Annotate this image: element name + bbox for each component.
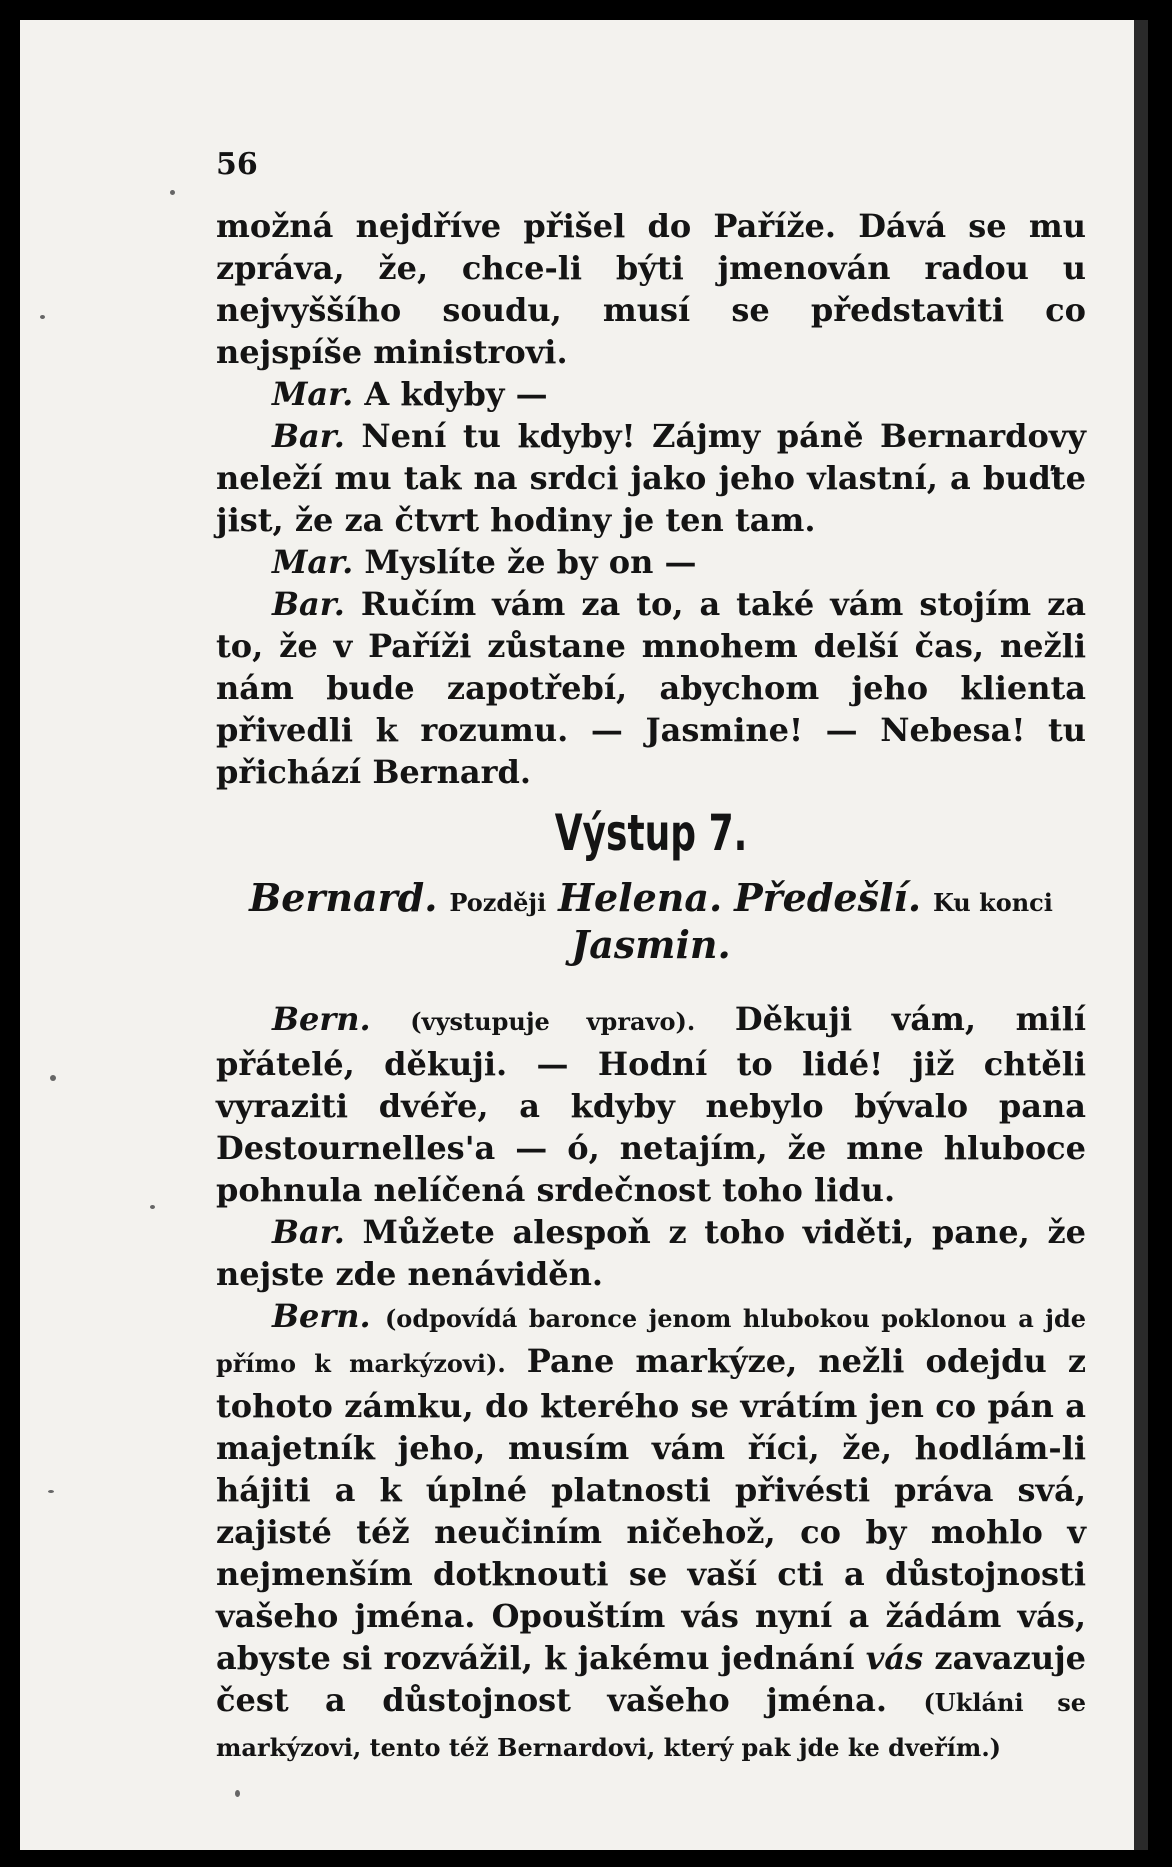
- speaker-label: Bar.: [272, 417, 345, 455]
- print-speck: [50, 1075, 56, 1081]
- print-speck: [235, 1790, 240, 1797]
- text-block: [216, 145, 1086, 1769]
- scene-cast: [216, 877, 1086, 968]
- speaker-label: Bern.: [272, 1297, 371, 1335]
- cast-later: Později: [449, 888, 547, 917]
- paragraph-text: Není tu kdyby! Zájmy páně Bernardovy neleží mu tak na srdci jako jeho vlastní, a buďte jist, že za čtvrt hodiny je ten tam.: [216, 417, 1087, 539]
- cast-helena: Helena.: [558, 875, 723, 920]
- paragraph-1: [216, 205, 1086, 373]
- cast-previous: Předešlí.: [734, 875, 922, 920]
- speaker-label: Mar.: [272, 543, 354, 581]
- scene-title: Výstup 7.: [554, 804, 748, 862]
- speaker-label: Mar.: [272, 375, 354, 413]
- print-speck: [150, 1205, 155, 1209]
- paragraph-text: Pane markýze, nežli odejdu z tohoto zámku, do kterého se vrátím jen co pán a majetník jeho, musím vám říci, že, hodlám-li hájiti a k úplné platnosti přivésti práva svá, zajisté též neučiním ničehož, co by mohlo v nejmenším dotknouti se vaší cti a důstojnosti vašeho jména. Opouštím vás nyní a žádám vás, abyste si rozvážil, k jakému jednání: [216, 1342, 1087, 1677]
- paragraph-text: Ručím vám za to, a také vám stojím za to, že v Paříži zůstane mnohem delší čas, nežli nám bude zapotřebí, abychom jeho klienta přivedli k rozumu. — Jasmine! — Nebesa! tu přichází Bernard.: [216, 585, 1087, 791]
- print-speck: [170, 190, 175, 195]
- paragraph-text: možná nejdříve přišel do Paříže. Dává se mu zpráva, že, chce-li býti jmenován radou u nejvyššího soudu, musí se představiti co nejspíše ministrovi.: [216, 207, 1086, 371]
- print-speck: [40, 315, 45, 319]
- paragraph-3: [216, 415, 1086, 541]
- paragraph-text-after: zavazuje čest a důstojnost vašeho jména.: [216, 1639, 1087, 1719]
- paragraph-8: [216, 1295, 1086, 1769]
- paragraph-2: [216, 373, 1086, 415]
- cast-jasmin: Jasmin.: [571, 922, 731, 967]
- paragraph-text: Děkuji vám, milí přátelé, děkuji. — Hodní to lidé! již chtěli vyraziti dvéře, a kdyby nebylo bývalo pana Destournelles'a — ó, netajím, že mne hluboce pohnula nelíčená srdečnost toho lidu.: [216, 1000, 1087, 1209]
- paragraph-5: [216, 583, 1086, 793]
- paragraph-6: [216, 998, 1086, 1211]
- cast-at-end: Ku konci: [932, 888, 1053, 917]
- stage-direction: (vystupuje vpravo).: [410, 1007, 696, 1036]
- speaker-label: Bar.: [272, 1213, 345, 1251]
- book-page: [20, 20, 1148, 1850]
- stage-direction: (odpovídá baronce jenom hlubokou poklonou a jde přímo k markýzovi).: [216, 1304, 1086, 1378]
- paragraph-4: [216, 541, 1086, 583]
- paragraph-text: Myslíte že by on —: [364, 543, 697, 581]
- cast-bernard: Bernard.: [249, 875, 438, 920]
- paragraph-text: A kdyby —: [364, 375, 548, 413]
- page-number: 56: [216, 147, 258, 182]
- print-speck: [48, 1490, 54, 1493]
- speaker-label: Bern.: [272, 1000, 371, 1038]
- speaker-label: Bar.: [272, 585, 345, 623]
- page-edge: [1134, 20, 1148, 1850]
- stage-direction-end: (Ukláni se markýzovi, tento též Bernardovi, který pak jde ke dveřím.): [216, 1688, 1087, 1762]
- paragraph-7: [216, 1211, 1086, 1295]
- emphasis: vás: [865, 1639, 924, 1677]
- paragraph-text: Můžete alespoň z toho viděti, pane, že nejste zde nenáviděn.: [216, 1213, 1087, 1293]
